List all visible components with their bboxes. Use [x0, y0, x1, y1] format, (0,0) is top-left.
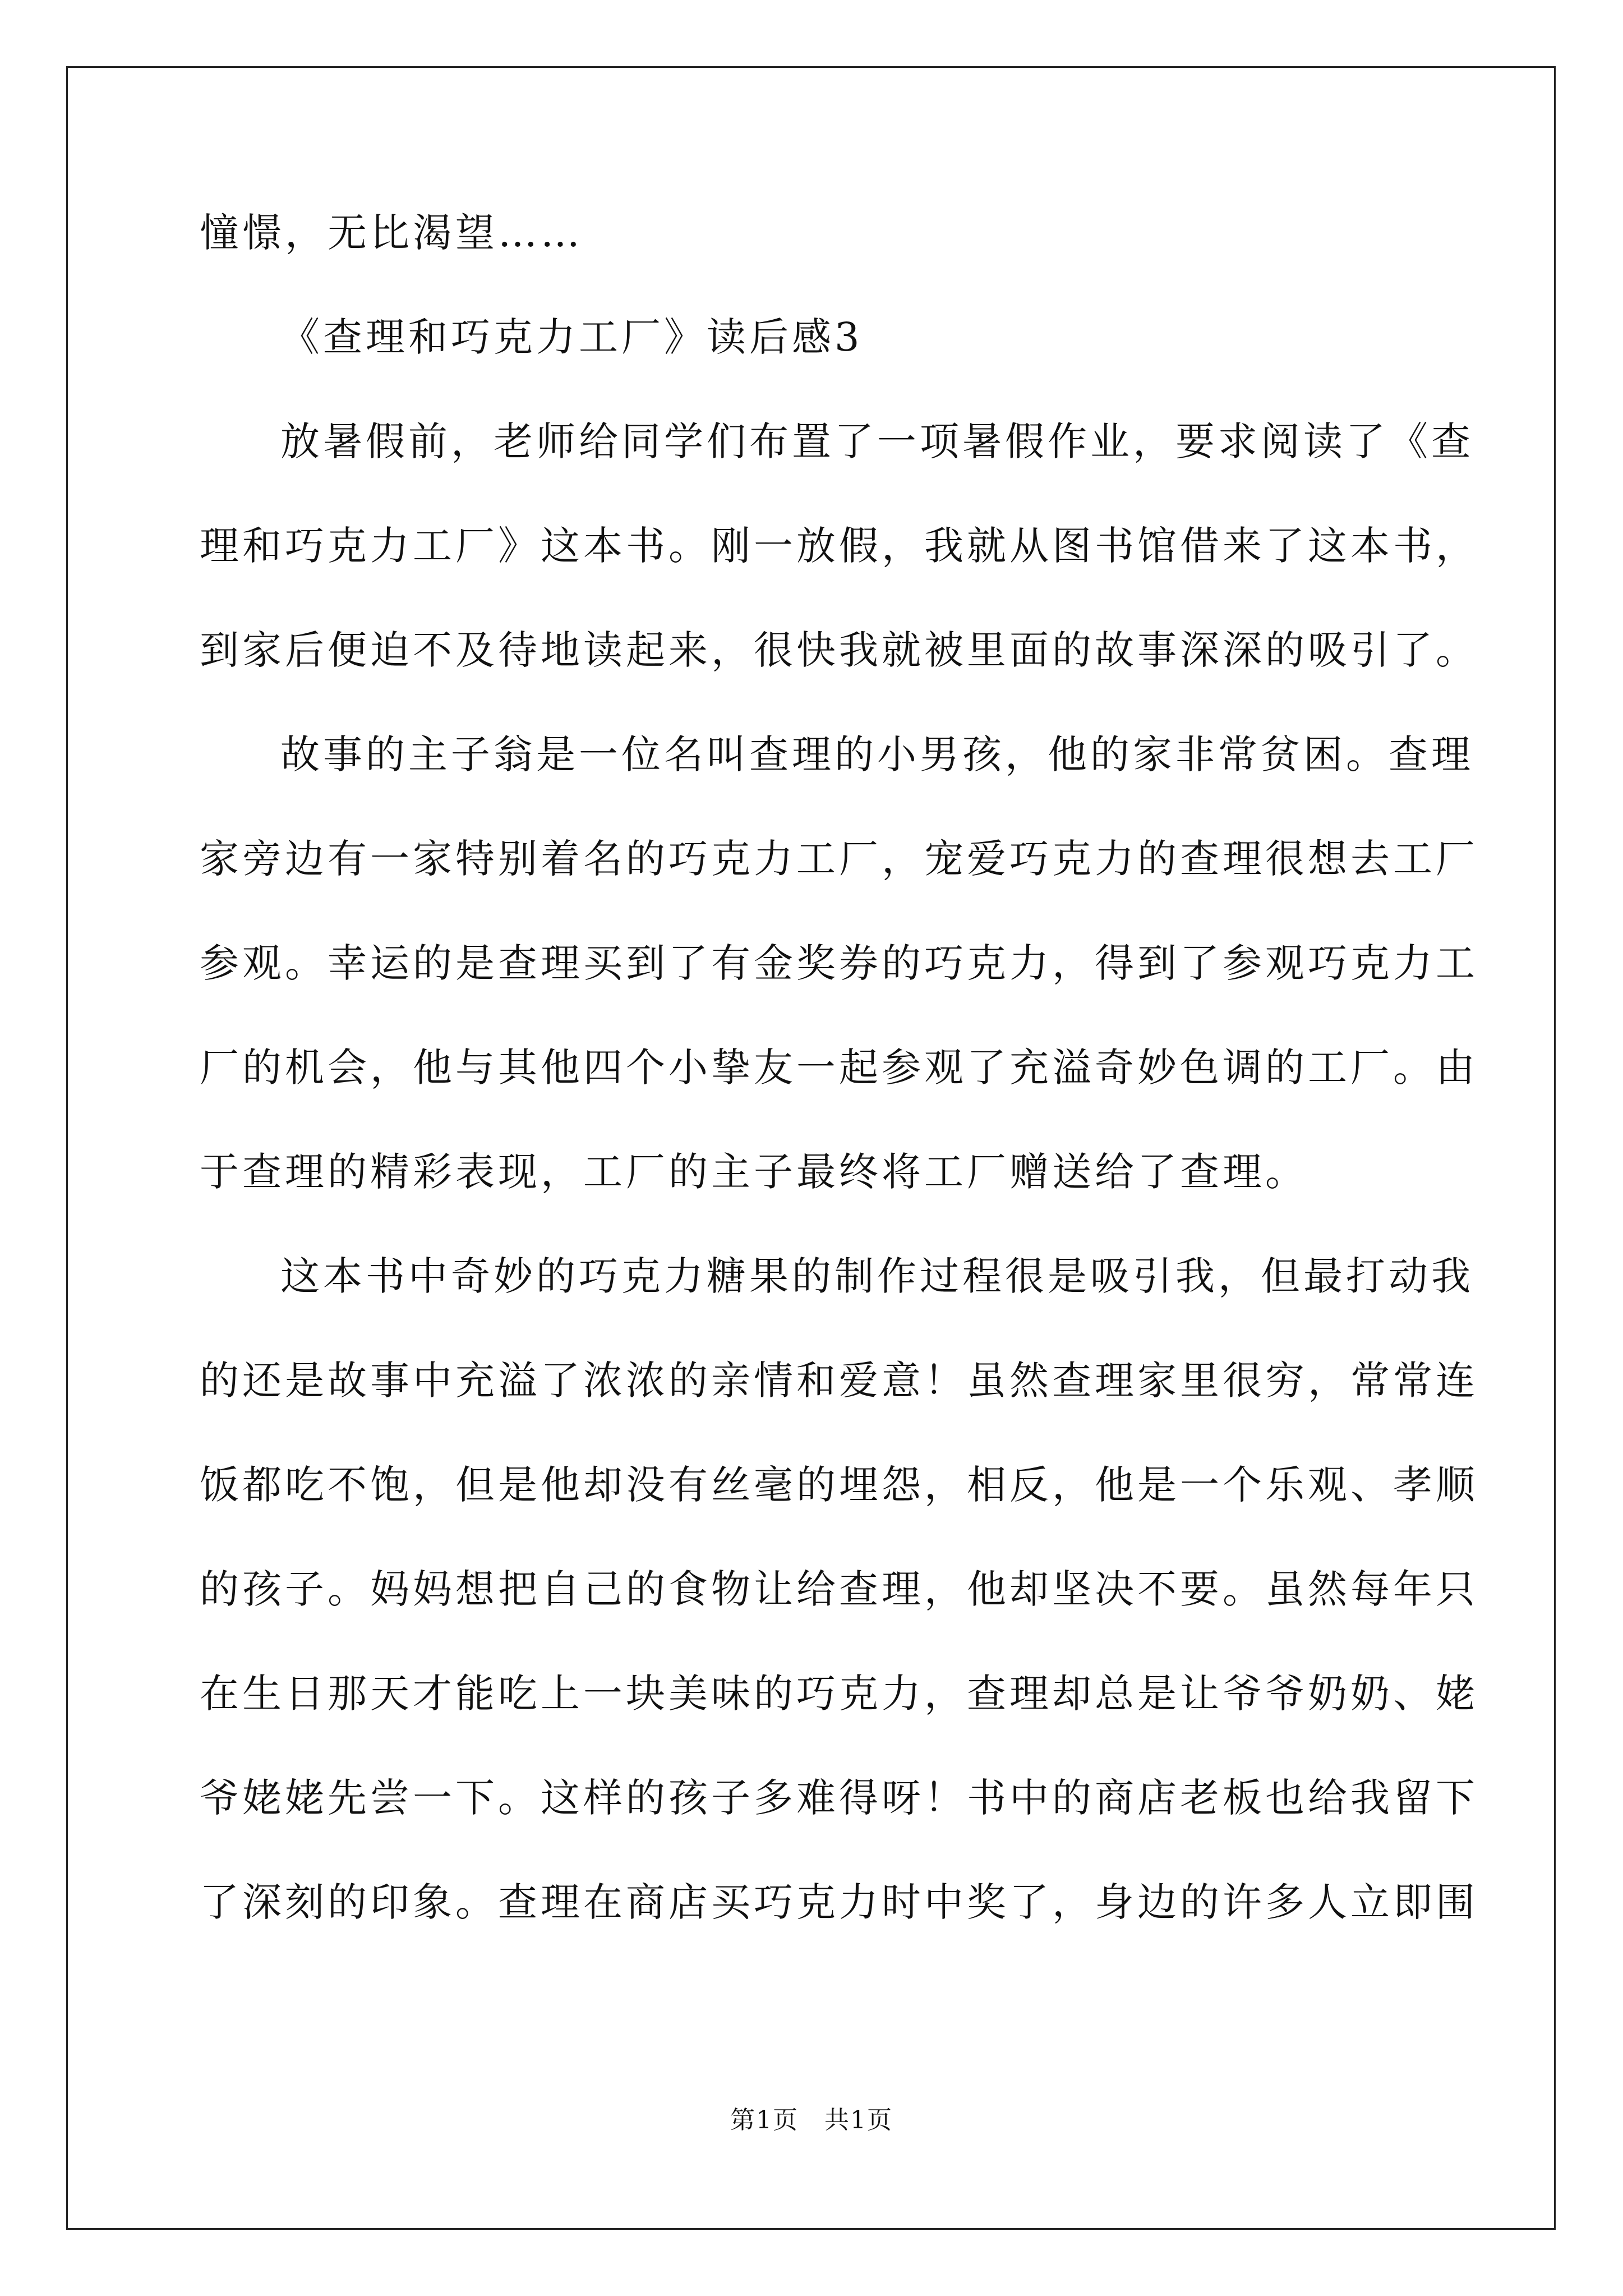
text-line: 的还是故事中充溢了浓浓的亲情和爱意！虽然查理家里很穷，常常连: [200, 1358, 1478, 1404]
text-line: 饭都吃不饱，但是他却没有丝毫的埋怨，相反，他是一个乐观、孝顺: [200, 1462, 1478, 1508]
document-body: [200, 208, 1478, 1927]
section-heading: 《查理和巧克力工厂》读后感3: [280, 314, 863, 360]
text-line: 到家后便迫不及待地读起来，很快我就被里面的故事深深的吸引了。: [200, 627, 1478, 673]
text-line: 这本书中奇妙的巧克力糖果的制作过程很是吸引我，但最打动我: [280, 1253, 1474, 1299]
text-line: 于查理的精彩表现，工厂的主子最终将工厂赠送给了查理。: [200, 1149, 1308, 1195]
text-line: 憧憬，无比渴望……: [200, 210, 583, 256]
text-line: 故事的主子翁是一位名叫查理的小男孩，他的家非常贫困。查理: [280, 731, 1474, 777]
text-line: 在生日那天才能吃上一块美味的巧克力，查理却总是让爷爷奶奶、姥: [200, 1671, 1478, 1717]
text-line: 理和巧克力工厂》这本书。刚一放假，我就从图书馆借来了这本书，: [200, 523, 1478, 569]
text-line: 爷姥姥先尝一下。这样的孩子多难得呀！书中的商店老板也给我留下: [200, 1775, 1478, 1821]
text-line: 家旁边有一家特别着名的巧克力工厂，宠爱巧克力的查理很想去工厂: [200, 836, 1478, 882]
page-footer: 第1页 共1页: [730, 2106, 893, 2134]
text-line: 了深刻的印象。查理在商店买巧克力时中奖了，身边的许多人立即围: [200, 1879, 1478, 1925]
text-line: 参观。幸运的是查理买到了有金奖券的巧克力，得到了参观巧克力工: [200, 940, 1478, 986]
text-line: 的孩子。妈妈想把自己的食物让给查理，他却坚决不要。虽然每年只: [200, 1566, 1478, 1612]
text-line: 放暑假前，老师给同学们布置了一项暑假作业，要求阅读了《查: [280, 418, 1474, 464]
text-line: 厂的机会，他与其他四个小挚友一起参观了充溢奇妙色调的工厂。由: [200, 1045, 1478, 1091]
